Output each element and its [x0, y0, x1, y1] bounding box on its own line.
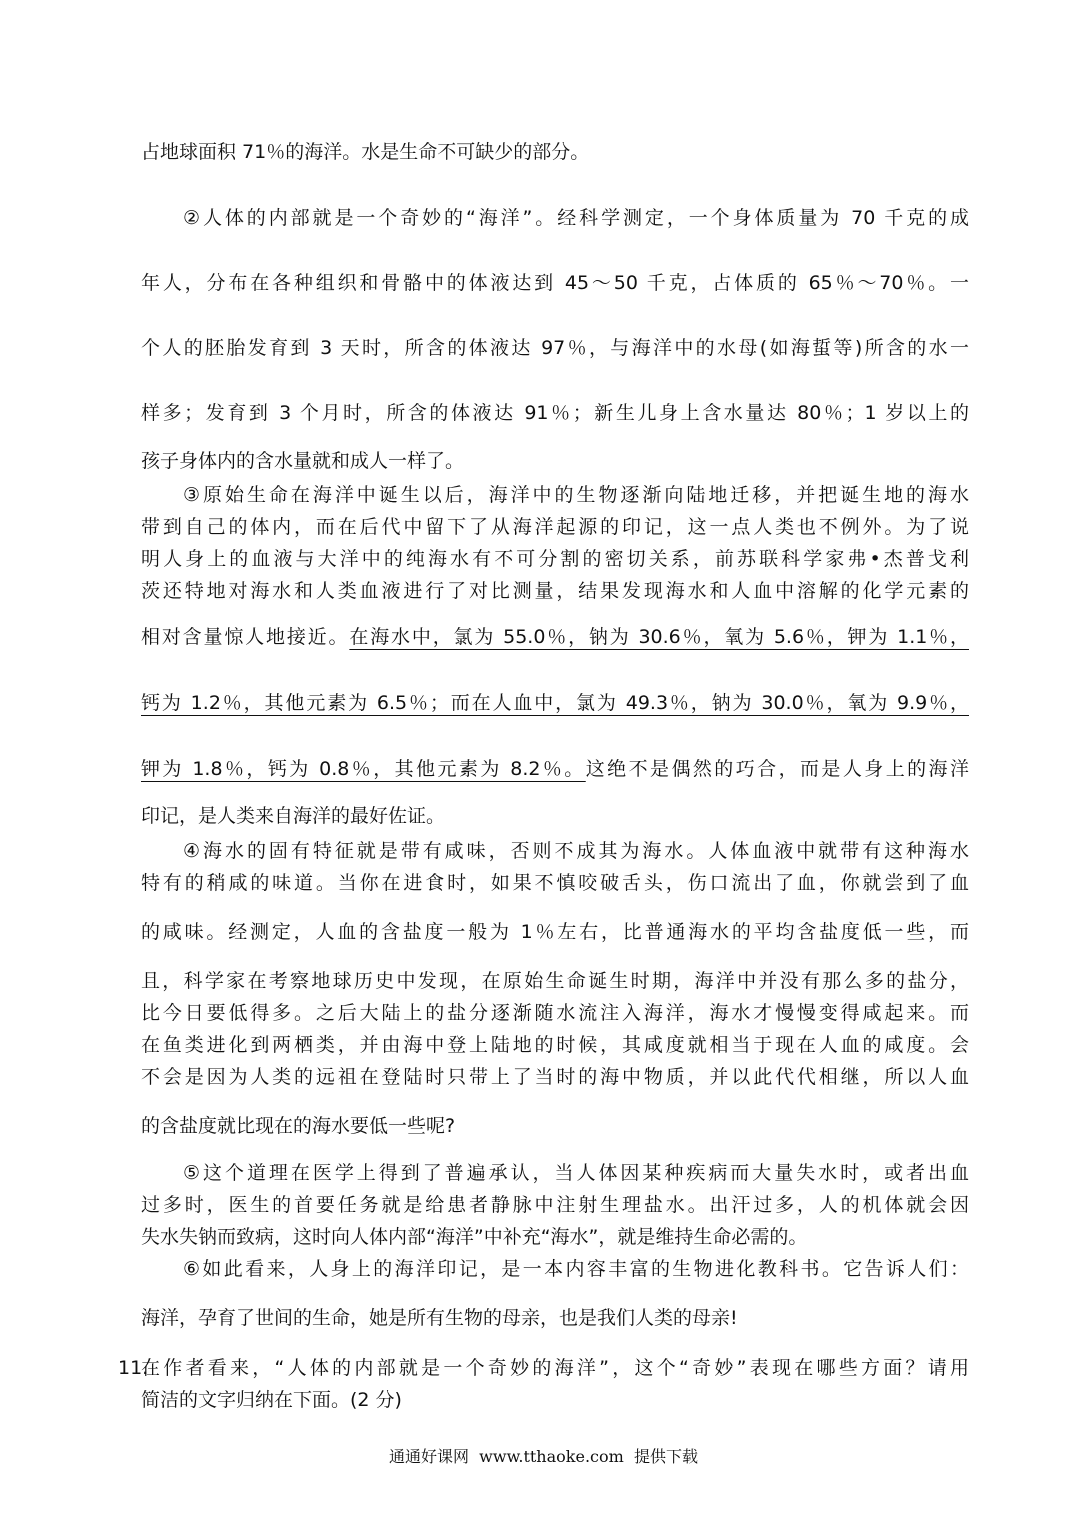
paragraph-line: 不会是因为人类的远祖在登陆时只带上了当时的海中物质，并以此代代相继，所以人血: [141, 1066, 969, 1088]
paragraph-line: ②人体的内部就是一个奇妙的“海洋”。经科学测定，一个身体质量为 70 千克的成: [183, 207, 969, 229]
question-text: 在作者看来，“人体的内部就是一个奇妙的海洋”，这个“奇妙”表现在哪些方面？请用: [141, 1357, 969, 1379]
paragraph-line: 比今日要低得多。之后大陆上的盐分逐渐随水流注入海洋，海水才慢慢变得咸起来。而: [141, 1002, 969, 1024]
paragraph-line: ⑥如此看来，人身上的海洋印记，是一本内容丰富的生物进化教科书。它告诉人们：: [183, 1258, 969, 1280]
paragraph-line: 年人，分布在各种组织和骨骼中的体液达到 45～50 千克，占体质的 65％～70％。一: [141, 272, 969, 294]
paragraph-line: 的咸味。经测定，人血的含盐度一般为 1％左右，比普通海水的平均含盐度低一些，而: [141, 921, 969, 943]
paragraph-line: 个人的胚胎发育到 3 天时，所含的体液达 97％，与海洋中的水母(如海蜇等)所含的水一: [141, 337, 969, 359]
paragraph-line: [141, 756, 969, 782]
question-number: 11.: [118, 1357, 149, 1379]
paragraph-line: 明人身上的血液与大洋中的纯海水有不可分割的密切关系，前苏联科学家弗•杰普戈利: [141, 548, 969, 570]
underlined-text: 钾为 1.8％，钙为 0.8％，其他元素为 8.2％。: [141, 758, 586, 780]
paragraph-line: 海洋，孕育了世间的生命，她是所有生物的母亲，也是我们人类的母亲!: [141, 1307, 738, 1329]
paragraph-line: ⑤这个道理在医学上得到了普遍承认，当人体因某种疾病而大量失水时，或者出血: [183, 1162, 969, 1184]
paragraph-line: 且，科学家在考察地球历史中发现，在原始生命诞生时期，海洋中并没有那么多的盐分，: [141, 970, 969, 992]
question-text: 简洁的文字归纳在下面。(2 分): [141, 1389, 402, 1411]
paragraph-line: 在鱼类进化到两栖类，并由海中登上陆地的时候，其咸度就相当于现在人血的咸度。会: [141, 1034, 969, 1056]
paragraph-line: 失水失钠而致病，这时向人体内部“海洋”中补充“海水”，就是维持生命必需的。: [141, 1226, 808, 1248]
paragraph-line: 过多时，医生的首要任务就是给患者静脉中注射生理盐水。出汗过多，人的机体就会因: [141, 1194, 969, 1216]
paragraph-line: ④海水的固有特征就是带有咸味，否则不成其为海水。人体血液中就带有这种海水: [183, 840, 969, 862]
plain-text: 相对含量惊人地接近。: [141, 626, 350, 648]
paragraph-line: ③原始生命在海洋中诞生以后，海洋中的生物逐渐向陆地迁移，并把诞生地的海水: [183, 484, 969, 506]
paragraph-line: 茨还特地对海水和人类血液进行了对比测量，结果发现海水和人血中溶解的化学元素的: [141, 580, 969, 602]
paragraph-line: 印记，是人类来自海洋的最好佐证。: [141, 805, 446, 827]
paragraph-line: 的含盐度就比现在的海水要低一些呢?: [141, 1115, 456, 1137]
page-footer: 通通好课网 www.tthaoke.com 提供下载: [389, 1447, 698, 1466]
paragraph-line: 占地球面积 71％的海洋。水是生命不可缺少的部分。: [141, 141, 590, 163]
paragraph-line: 特有的稍咸的味道。当你在进食时，如果不慎咬破舌头，伤口流出了血，你就尝到了血: [141, 872, 969, 894]
underlined-line: 钙为 1.2％，其他元素为 6.5％；而在人血中，氯为 49.3％，钠为 30.0％，氧为 9.9％，: [141, 692, 969, 714]
plain-text: 这绝不是偶然的巧合，而是人身上的海洋: [585, 758, 969, 780]
underlined-text: 在海水中，氯为 55.0％，钠为 30.6％，氧为 5.6％，钾为 1.1％，: [349, 626, 969, 648]
paragraph-line: 样多；发育到 3 个月时，所含的体液达 91％；新生儿身上含水量达 80％；1 岁以上的: [141, 402, 969, 424]
paragraph-line: 孩子身体内的含水量就和成人一样了。: [141, 450, 465, 472]
paragraph-line: 带到自己的体内，而在后代中留下了从海洋起源的印记，这一点人类也不例外。为了说: [141, 516, 969, 538]
paragraph-line: [141, 624, 969, 650]
